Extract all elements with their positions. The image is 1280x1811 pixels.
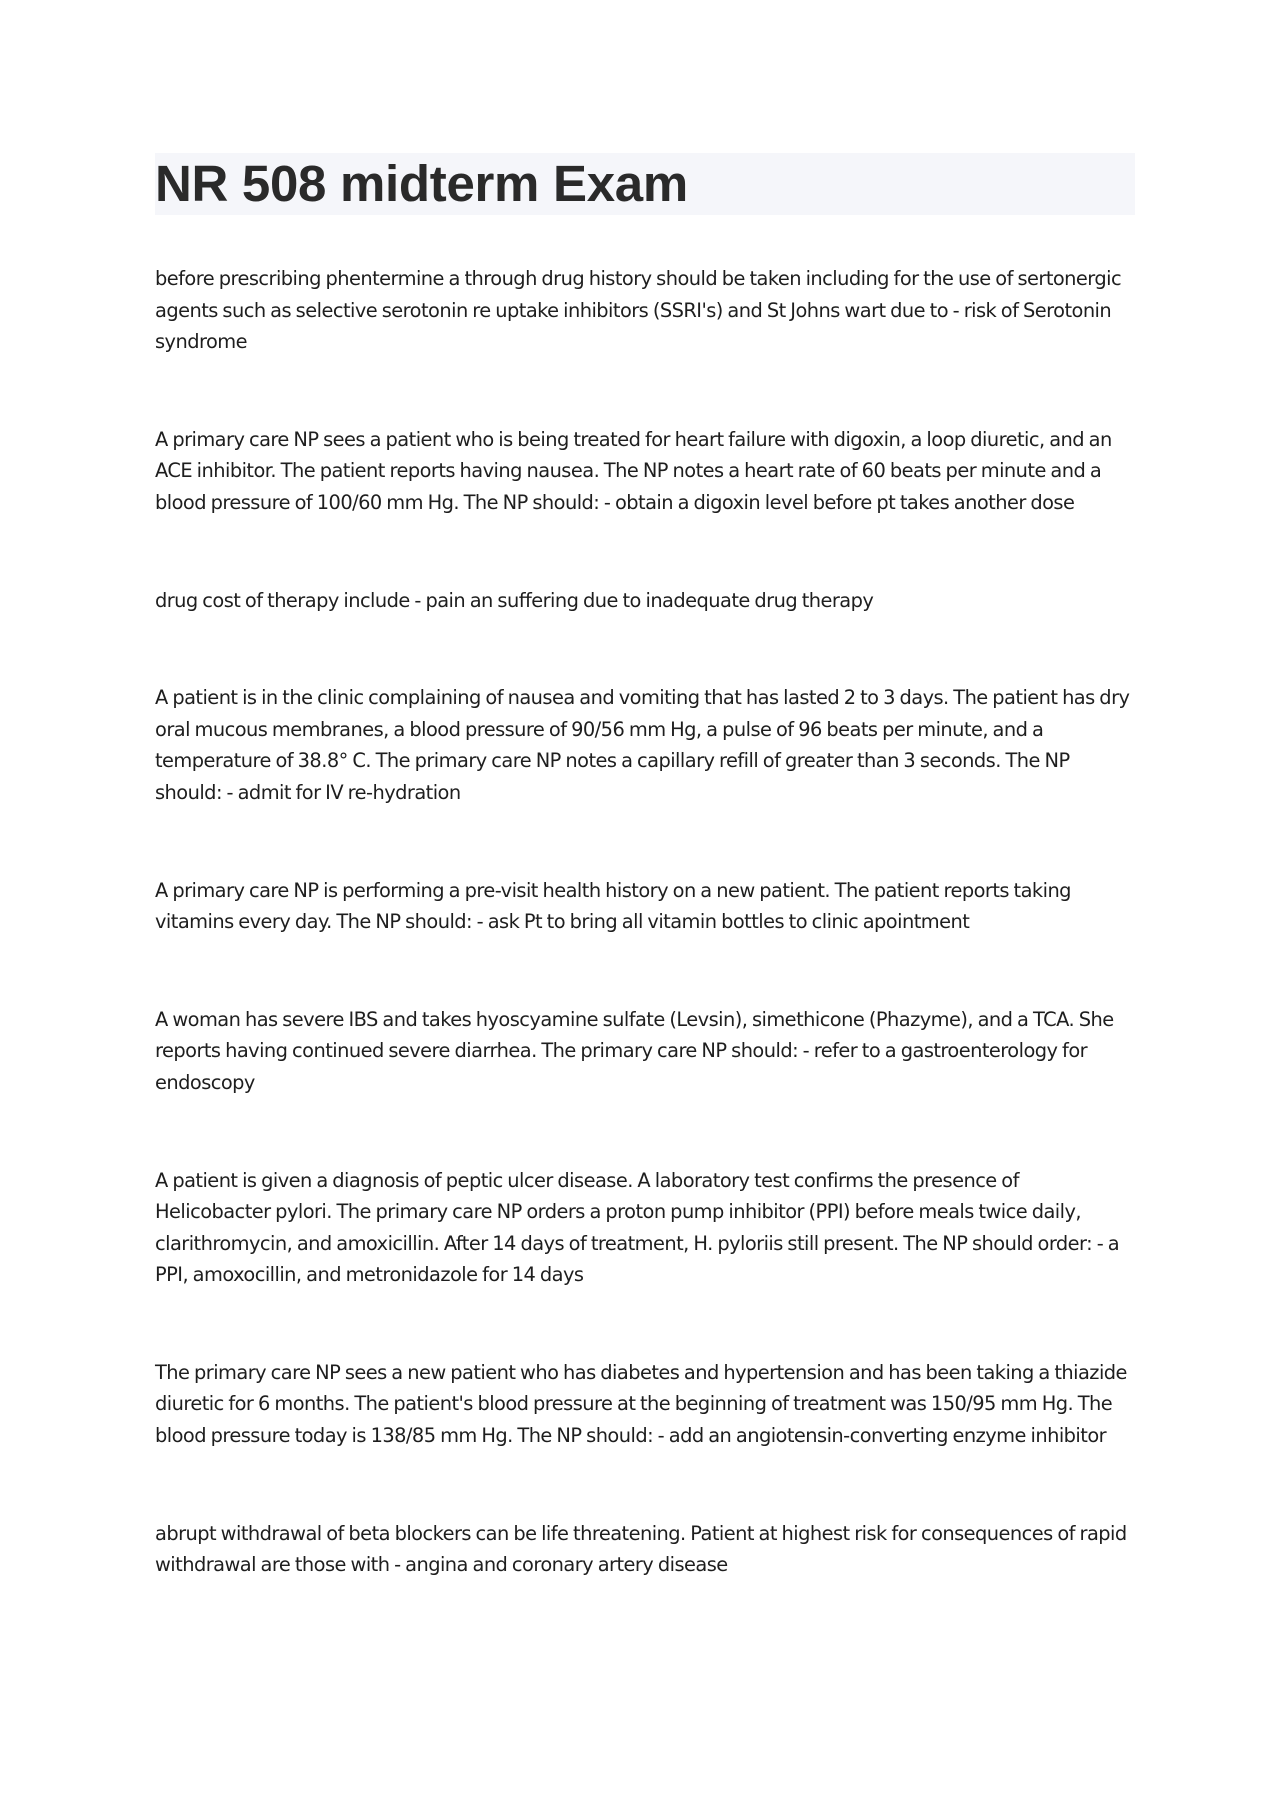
qa-item: A primary care NP sees a patient who is being treated for heart failure with digoxin, a loop diuretic, and an ACE inhibitor. The patient reports having nausea. The NP notes a heart rate of 60 beats per minute and a blood pressure of 100/60 mm Hg. The NP should: - obtain a digoxin level before pt takes another dose — [155, 427, 1112, 514]
qa-item: A patient is given a diagnosis of peptic ulcer disease. A laboratory test confirms the presence of Helicobacter pylori. The primary care NP orders a proton pump inhibitor (PPI) before meals twice daily, clarithromycin, and amoxicillin. After 14 days of treatment, H. pyloriis still present. The NP should order: - a PPI, amoxocillin, and metronidazole for 14 days — [155, 1168, 1120, 1287]
qa-item: drug cost of therapy include - pain an suffering due to inadequate drug therapy — [155, 588, 874, 612]
page-title: NR 508 midterm Exam — [155, 155, 688, 212]
title-band — [155, 153, 1135, 215]
qa-item: A woman has severe IBS and takes hyoscyamine sulfate (Levsin), simethicone (Phazyme), and a TCA. She reports having continued severe diarrhea. The primary care NP should: - refer to a gastroenterology for endoscopy — [155, 1007, 1114, 1094]
qa-item: before prescribing phentermine a through drug history should be taken including for the use of sertonergic agents such as selective serotonin re uptake inhibitors (SSRI's) and St Johns wart due to - risk of Serotonin syndrome — [155, 267, 1122, 354]
qa-item: A patient is in the clinic complaining of nausea and vomiting that has lasted 2 to 3 days. The patient has dry oral mucous membranes, a blood pressure of 90/56 mm Hg, a pulse of 96 beats per minute, and a temperature of 38.8° C. The primary care NP notes a capillary refill of greater than 3 seconds. The NP should: - admit for IV re-hydration — [155, 686, 1130, 804]
document-page — [155, 153, 1135, 1647]
qa-item: A primary care NP is performing a pre-visit health history on a new patient. The patient reports taking vitamins every day. The NP should: - ask Pt to bring all vitamin bottles to clinic apointment — [155, 878, 1071, 934]
qa-item: abrupt withdrawal of beta blockers can be life threatening. Patient at highest risk for consequences of rapid withdrawal are those with - angina and coronary artery disease — [155, 1521, 1127, 1577]
qa-item: The primary care NP sees a new patient who has diabetes and hypertension and has been taking a thiazide diuretic for 6 months. The patient's blood pressure at the beginning of treatment was 150/95 mm Hg. The blood pressure today is 138/85 mm Hg. The NP should: - add an angiotensin-converting enzyme inhibitor — [155, 1360, 1127, 1448]
